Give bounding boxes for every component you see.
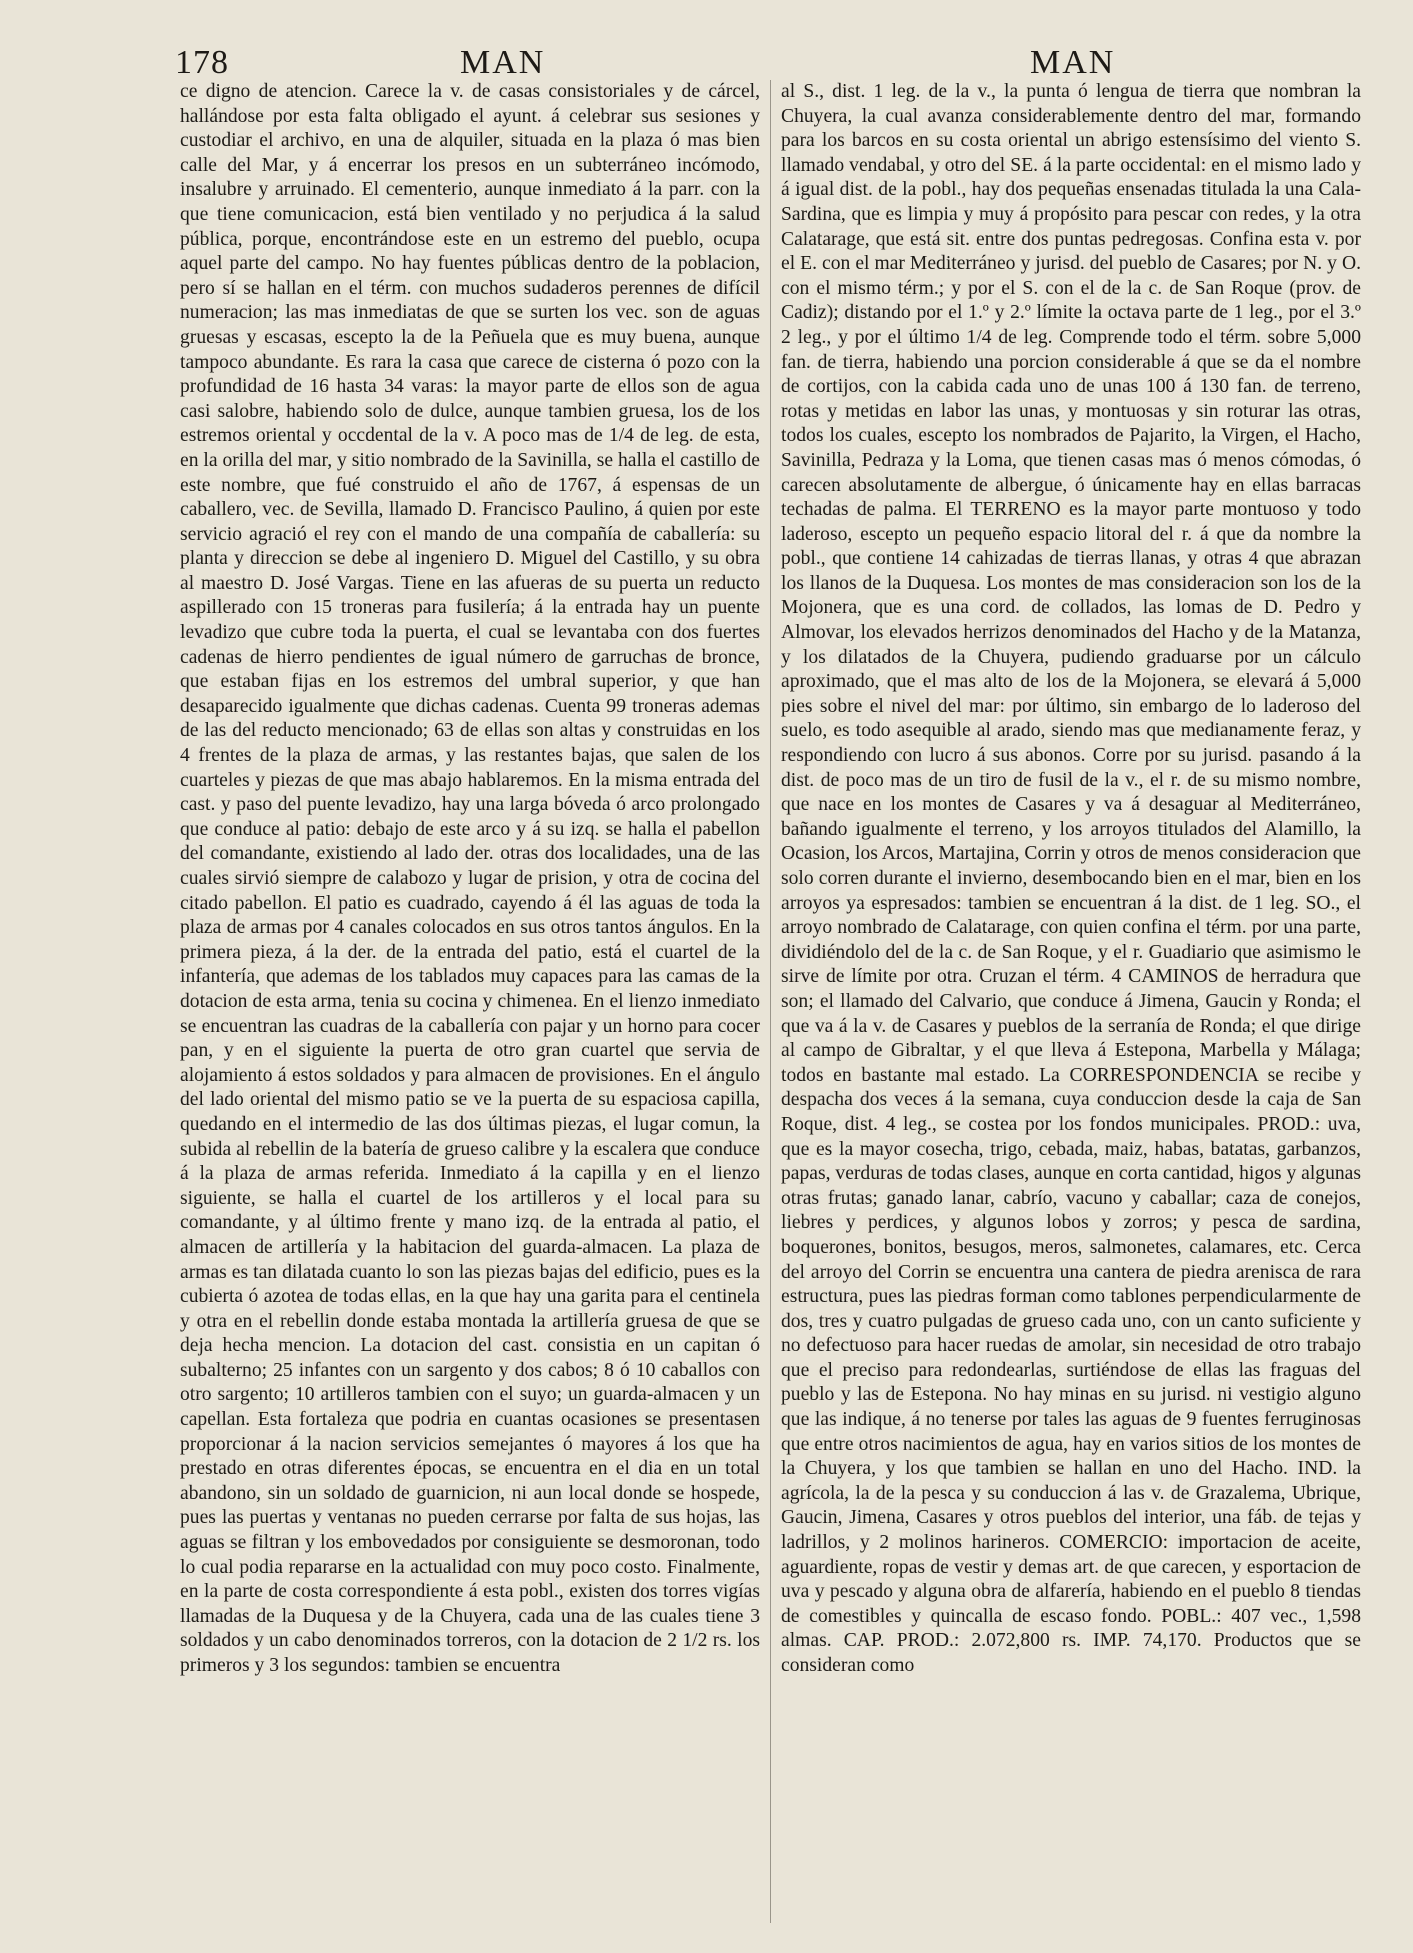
running-head-left: MAN [460, 44, 546, 81]
page-number: 178 [175, 44, 229, 81]
column-divider [770, 80, 771, 1923]
left-column [180, 80, 760, 1923]
right-column-text: al S., dist. 1 leg. de la v., la punta ó lengua de tierra que nombran la Chuyera, la cual avanza considerablemente dentro del mar, formando para los barcos en su costa oriental un abrigo estensísimo del viento S. llamado vendabal, y otro del SE. á la parte occidental: en el mismo lado y á igual dist. de la pobl., hay dos pequeñas ensenadas titulada la una Cala-Sardina, que es limpia y muy á propósito para pescar con redes, y la otra Calatarage, que está sit. entre dos puntas pedregosas. Confina esta v. por el E. con el mar Mediterráneo y jurisd. del pueblo de Casares; por N. y O. con el mismo térm.; y por el S. con el de la c. de San Roque (prov. de Cadiz); distando por el 1.º y 2.º límite la octava parte de 1 leg., por el 3.º 2 leg., y por el último 1/4 de leg. Comprende todo el térm. sobre 5,000 fan. de tierra, habiendo una porcion considerable á que se da el nombre de cortijos, con la cabida cada uno de unas 100 á 130 fan. de terreno, rotas y metidas en labor las unas, y montuosas y sin roturar las otras, todos los cuales, escepto los nombrados de Pajarito, la Virgen, el Hacho, Savinilla, Pedraza y la Loma, que tienen casas mas ó menos cómodas, ó carecen absolutamente de albergue, ó únicamente hay en ellas barracas techadas de palma. El TERRENO es la mayor parte montuoso y todo laderoso, escepto un pequeño espacio litoral del r. á que da nombre la pobl., que contiene 14 cahizadas de tierras llanas, y otras 4 que abrazan los llanos de la Duquesa. Los montes de mas consideracion son los de la Mojonera, que es una cord. de collados, las lomas de D. Pedro y Almovar, los elevados herrizos denominados del Hacho y de la Matanza, y los dilatados de la Chuyera, pudiendo graduarse por un cálculo aproximado, que el mas alto de los de la Mojonera, se elevará á 5,000 pies sobre el nivel del mar: por último, sin embargo de lo laderoso del suelo, es todo asequible al arado, siendo mas que medianamente feraz, y respondiendo con lucro á sus abonos. Corre por su jurisd. pasando á la dist. de poco mas de un tiro de fusil de la v., el r. de su mismo nombre, que nace en los montes de Casares y va á desaguar al Mediterráneo, bañando igualmente el terreno, y los arroyos titulados del Alamillo, la Ocasion, los Arcos, Martajina, Corrin y otros de menos consideracion que solo corren durante el invierno, desembocando bien en el mar, bien en los arroyos ya espresados: tambien se encuentran á la dist. de 1 leg. SO., el arroyo nombrado de Calatarage, con quien confina el térm. por una parte, dividiéndolo del de la c. de San Roque, y el r. Guadiario que asimismo le sirve de límite por otra. Cruzan el térm. 4 CAMINOS de herradura que son; el llamado del Calvario, que conduce á Jimena, Gaucin y Ronda; el que va á la v. de Casares y pueblos de la serranía de Ronda; el que dirige al campo de Gibraltar, y el que lleva á Estepona, Marbella y Málaga; todos en bastante mal estado. La CORRESPONDENCIA se recibe y despacha dos veces á la semana, cuya conduccion desde la caja de San Roque, dist. 4 leg., se costea por los fondos municipales. PROD.: uva, que es la mayor cosecha, trigo, cebada, maiz, habas, batatas, garbanzos, papas, verduras de todas clases, aunque en corta cantidad, higos y algunas otras frutas; ganado lanar, cabrío, vacuno y caballar; caza de conejos, liebres y perdices, y algunos lobos y zorros; y pesca de sardina, boquerones, bonitos, besugos, meros, salmonetes, calamares, etc. Cerca del arroyo del Corrin se encuentra una cantera de piedra arenisca de rara estructura, pues las piedras forman como tablones perpendicularmente de dos, tres y cuatro pulgadas de grueso cada uno, con un canto suficiente y no defectuoso para hacer ruedas de amolar, sin necesidad de otro trabajo que el preciso para redondearlas, surtiéndose de ellas las fraguas del pueblo y las de Estepona. No hay minas en su jurisd. ni vestigio alguno que las indique, á no tenerse por tales las aguas de 9 fuentes ferruginosas que entre otros nacimientos de agua, hay en varios sitios de los montes de la Chuyera, y los que tambien se hallan en uno del Hacho. IND. la agrícola, la de la pesca y su conduccion á las v. de Grazalema, Ubrique, Gaucin, Jimena, Casares y otros pueblos del interior, una fáb. de tejas y ladrillos, y 2 molinos harineros. COMERCIO: importacion de aceite, aguardiente, ropas de vestir y demas art. de que carecen, y esportacion de uva y pescado y alguna obra de alfarería, habiendo en el pueblo 8 tiendas de comestibles y quincalla de escaso fondo. POBL.: 407 vec., 1,598 almas. CAP. PROD.: 2.072,800 rs. IMP. 74,170. Productos que se consideran como [781, 81, 1361, 1676]
left-column-text: ce digno de atencion. Carece la v. de casas consistoriales y de cárcel, hallándose por esta falta obligado el ayunt. á celebrar sus sesiones y custodiar el archivo, en una de alquiler, situada en la plaza ó mas bien calle del Mar, y á encerrar los presos en un subterráneo incómodo, insalubre y arruinado. El cementerio, aunque inmediato á la parr. con la que tiene comunicacion, está bien ventilado y no perjudica á la salud pública, porque, encontrándose este en un estremo del pueblo, ocupa aquel parte del campo. No hay fuentes públicas dentro de la poblacion, pero sí se hallan en el térm. con muchos sudaderos perennes de difícil numeracion; las mas inmediatas de que se surten los vec. son de aguas gruesas y escasas, escepto la de la Peñuela que es muy buena, aunque tampoco abundante. Es rara la casa que carece de cisterna ó pozo con la profundidad de 16 hasta 34 varas: la mayor parte de ellos son de agua casi salobre, habiendo solo de dulce, aunque tambien gruesa, los de los estremos oriental y occdental de la v. A poco mas de 1/4 de leg. de esta, en la orilla del mar, y sitio nombrado de la Savinilla, se halla el castillo de este nombre, que fué construido el año de 1767, á espensas de un caballero, vec. de Sevilla, llamado D. Francisco Paulino, á quien por este servicio agració el rey con el mando de una compañía de caballería: su planta y direccion se debe al ingeniero D. Miguel del Castillo, y su obra al maestro D. José Vargas. Tiene en las afueras de su puerta un reducto aspillerado con 15 troneras para fusilería; á la entrada hay un puente levadizo que cubre toda la puerta, el cual se levantaba con dos fuertes cadenas de hierro pendientes de igual número de garruchas de bronce, que estaban fijas en los estremos del umbral superior, y que han desaparecido igualmente que dichas cadenas. Cuenta 99 troneras ademas de las del reducto mencionado; 63 de ellas son altas y construidas en los 4 frentes de la plaza de armas, y las restantes bajas, que salen de los cuarteles y piezas de que mas abajo hablaremos. En la misma entrada del cast. y paso del puente levadizo, hay una larga bóveda ó arco prolongado que conduce al patio: debajo de este arco y á su izq. se halla el pabellon del comandante, existiendo al lado der. otras dos localidades, una de las cuales sirvió siempre de calabozo y lugar de prision, y otra de cocina del citado pabellon. El patio es cuadrado, cayendo á él las aguas de toda la plaza de armas por 4 canales colocados en sus otros tantos ángulos. En la primera pieza, á la der. de la entrada del patio, está el cuartel de la infantería, que ademas de los tablados muy capaces para las camas de la dotacion de esta arma, tenia su cocina y chimenea. En el lienzo inmediato se encuentran las cuadras de la caballería con pajar y un horno para cocer pan, y en el siguiente la puerta de otro gran cuartel que servia de alojamiento á estos soldados y para almacen de provisiones. En el ángulo del lado oriental del mismo patio se ve la puerta de su espaciosa capilla, quedando en el intermedio de las dos últimas piezas, el lugar comun, la subida al rebellin de la batería de grueso calibre y la escalera que conduce á la plaza de armas referida. Inmediato á la capilla y en el lienzo siguiente, se halla el cuartel de los artilleros y el local para su comandante, y al último frente y mano izq. de la entrada al patio, el almacen de artillería y la habitacion del guarda-almacen. La plaza de armas es tan dilatada cuanto lo son las piezas bajas del edificio, pues es la cubierta ó azotea de todas ellas, en la que hay una garita para el centinela y otra en el rebellin donde estaba montada la artillería gruesa de que se deja hecha mencion. La dotacion del cast. consistia en un capitan ó subalterno; 25 infantes con un sargento y dos cabos; 8 ó 10 caballos con otro sargento; 10 artilleros tambien con el suyo; un guarda-almacen y un capellan. Esta fortaleza que podria en cuantas ocasiones se presentasen proporcionar á la nacion servicios semejantes ó mayores á los que ha prestado en otras diferentes épocas, se encuentra en el dia en un total abandono, sin un soldado de guarnicion, ni aun local donde se hospede, pues las puertas y ventanas no pueden cerrarse por falta de sus hojas, las aguas se filtran y los embovedados por consiguiente se desmoronan, todo lo cual podia repararse en la actualidad con muy poco costo. Finalmente, en la parte de costa correspondiente á esta pobl., existen dos torres vigías llamadas de la Duquesa y de la Chuyera, cada una de las cuales tiene 3 soldados y un cabo denominados torreros, con la dotacion de 2 1/2 rs. los primeros y 3 los segundos: tambien se encuentra [180, 81, 760, 1676]
right-column [781, 80, 1361, 1923]
page-header [175, 44, 1363, 84]
text-columns [180, 80, 1361, 1923]
running-head-right: MAN [1030, 44, 1116, 81]
